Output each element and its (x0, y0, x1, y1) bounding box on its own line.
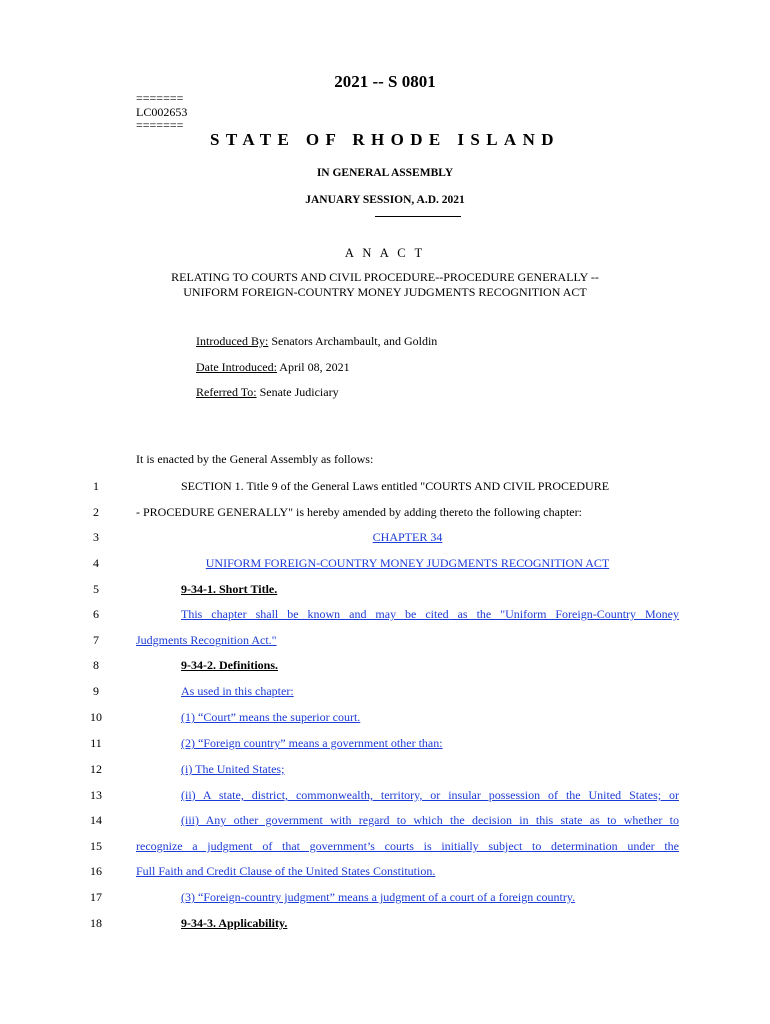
line-text: (1) “Court” means the superior court. (181, 710, 361, 724)
line-number: 16 (90, 864, 102, 878)
line-text: Judgments Recognition Act." (136, 633, 277, 647)
line-number: 13 (90, 788, 102, 802)
section-heading: 9-34-1. Short Title. (181, 582, 278, 596)
line-text: recognize a judgment of that government’s courts is initially subject to determination under the (136, 839, 679, 853)
bill-number: 2021 -- S 0801 (334, 72, 436, 91)
date-introduced (196, 360, 350, 375)
line-text: As used in this chapter: (181, 684, 294, 698)
line-number: 4 (93, 556, 99, 570)
introduced-by (196, 334, 437, 349)
introduced-by-value: Senators Archambault, and Goldin (268, 334, 438, 348)
section-heading: 9-34-3. Applicability. (181, 916, 288, 930)
section-heading: 9-34-2. Definitions. (181, 658, 278, 672)
line-number: 9 (93, 684, 99, 698)
line-number: 2 (93, 505, 99, 519)
general-assembly: IN GENERAL ASSEMBLY (316, 167, 454, 179)
line-number: 15 (90, 839, 102, 853)
date-introduced-value: April 08, 2021 (276, 360, 350, 374)
line-text: (ii) A state, district, commonwealth, territory, or insular possession of the United States; or (181, 788, 679, 802)
title-divider (375, 216, 461, 217)
relating-line-2: UNIFORM FOREIGN-COUNTRY MONEY JUDGMENTS RECOGNITION ACT (183, 285, 587, 299)
line-number: 6 (93, 607, 99, 621)
enacting-clause: It is enacted by the General Assembly as follows: (136, 452, 374, 466)
chapter-title: UNIFORM FOREIGN-COUNTRY MONEY JUDGMENTS RECOGNITION ACT (205, 556, 610, 570)
relating-line-1: RELATING TO COURTS AND CIVIL PROCEDURE--PROCEDURE GENERALLY -- (171, 270, 599, 284)
act-heading: A N A C T (344, 246, 426, 260)
line-text: (3) “Foreign-country judgment” means a judgment of a court of a foreign country. (181, 890, 576, 904)
line-number: 11 (90, 736, 102, 750)
line-number: 10 (90, 710, 102, 724)
line-number: 3 (93, 530, 99, 544)
code-rule-top: ======= (136, 91, 184, 105)
line-number: 8 (93, 658, 99, 672)
line-text: This chapter shall be known and may be cited as the "Uniform Foreign-Country Money (181, 607, 679, 621)
state-title: STATE OF RHODE ISLAND (210, 130, 560, 149)
code-rule-bottom: ======= (136, 118, 184, 132)
session-line: JANUARY SESSION, A.D. 2021 (305, 194, 465, 206)
referred-to-value: Senate Judiciary (256, 385, 339, 399)
line-number: 18 (90, 916, 102, 930)
line-number: 14 (90, 813, 102, 827)
line-text: SECTION 1. Title 9 of the General Laws entitled "COURTS AND CIVIL PROCEDURE (181, 479, 610, 493)
date-introduced-label: Date Introduced: (196, 360, 277, 374)
line-number: 5 (93, 582, 99, 596)
referred-to-label: Referred To: (196, 385, 257, 399)
line-number: 1 (93, 479, 99, 493)
line-number: 17 (90, 890, 102, 904)
line-text: (iii) Any other government with regard to which the decision in this state as to whether to (181, 813, 679, 827)
line-number: 7 (93, 633, 99, 647)
lc-code: LC002653 (136, 104, 188, 119)
line-number: 12 (90, 762, 102, 776)
referred-to (196, 385, 339, 400)
line-text: Full Faith and Credit Clause of the United States Constitution. (136, 864, 436, 878)
introduced-by-label: Introduced By: (196, 334, 269, 348)
line-text: (i) The United States; (181, 762, 285, 776)
line-text: (2) “Foreign country” means a government other than: (181, 736, 443, 750)
line-text: - PROCEDURE GENERALLY" is hereby amended by adding thereto the following chapter: (136, 505, 582, 519)
relating-to (0, 270, 770, 300)
chapter-number: CHAPTER 34 (372, 530, 443, 544)
lc-code-block (136, 92, 187, 133)
